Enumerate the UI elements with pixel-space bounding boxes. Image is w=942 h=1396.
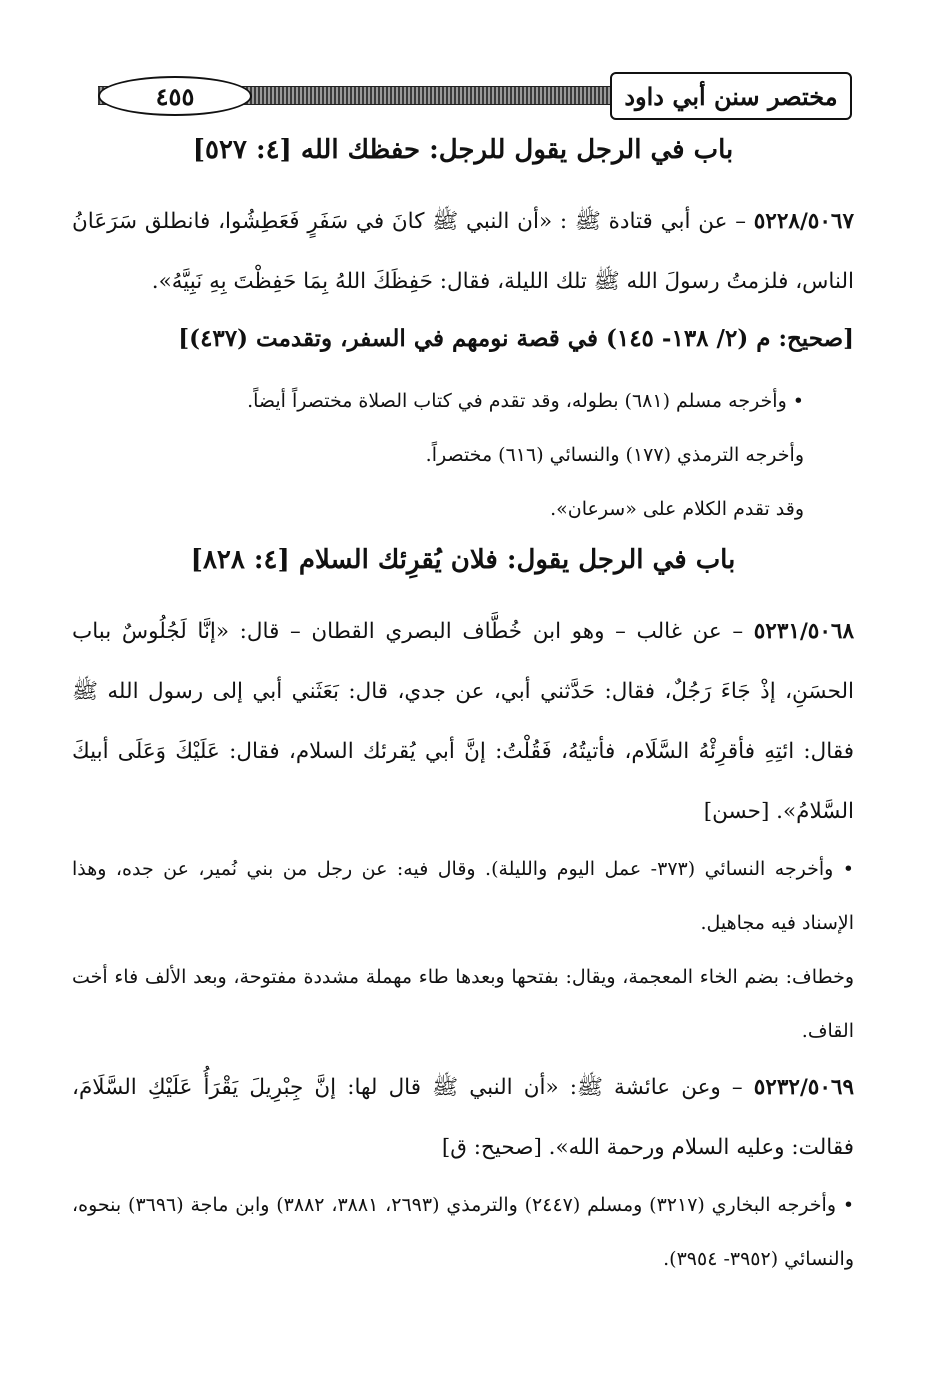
hadith-number: ٥٢٣١/٥٠٦٨ <box>753 619 854 644</box>
footnote: • وأخرجه النسائي (٣٧٣- عمل اليوم والليلة). وقال فيه: عن رجل من بني نُمير، عن جده، وهذا الإسناد فيه مجاهيل. <box>72 858 854 934</box>
section-title: باب في الرجل يقول: فلان يُقرِئك السلام [٤: ٨٢٨] <box>190 545 736 575</box>
book-title: مختصر سنن أبي داود <box>610 72 852 120</box>
hadith-body: – عن أبي قتادة ﷺ : «أن النبي ﷺ كانَ في سَفَرٍ فَعَطِشُوا، فانطلق سَرَعَانُ الناس، فلزمتُ رسولَ الله ﷺ تلك الليلة، فقال: حَفِظَكَ اللهُ بِمَا حَفِظْتَ بِهِ نَبِيَّهُ». <box>72 209 854 294</box>
section-title: باب في الرجل يقول للرجل: حفظك الله [٤: ٥٢٧] <box>192 135 734 165</box>
page-content <box>72 132 854 1286</box>
hadith-body: – وعن عائشة ﷺ: «أن النبي ﷺ قال لها: إنَّ جِبْرِيلَ يَقْرَأُ عَلَيْكِ السَّلَامَ، فقالت: وعليه السلام ورحمة الله». [صحيح: ق] <box>72 1075 854 1160</box>
hadith-text <box>72 602 854 842</box>
hadith-grade: [صحيح: م (٢/ ١٣٨- ١٤٥) في قصة نومهم في السفر، وتقدمت (٤٣٧)] <box>178 325 854 352</box>
footnote: • وأخرجه مسلم (٦٨١) بطوله، وقد تقدم في كتاب الصلاة مختصراً أيضاً. <box>247 390 804 412</box>
footnote: وخطاف: بضم الخاء المعجمة، ويقال: بفتحها وبعدها طاء مهملة مشددة مفتوحة، وبعد الألف فاء أخت القاف. <box>72 966 854 1042</box>
footnote: وأخرجه الترمذي (١٧٧) والنسائي (٦١٦) مختصراً. <box>425 444 804 466</box>
hadith-body: – عن غالب – وهو ابن خُطَّاف البصري القطان – قال: «إنَّا لَجُلُوسٌ بباب الحسَنِ، إذْ جَاءَ رَجُلٌ، فقال: حَدَّثني أبي، عن جدي، قال: بَعَثَني أبي إلى رسول الله ﷺ فقال: ائتِهِ فأقرِئْهُ السَّلَام، فأتيتُهُ، فَقُلْتُ: إنَّ أبي يُقرئك السلام، فقال: عَلَيْكَ وَعَلَى أبيكَ السَّلامُ». [حسن] <box>72 619 854 824</box>
page-header <box>84 72 852 124</box>
hadith-text <box>72 192 854 312</box>
page-number: ٤٥٥ <box>98 76 252 116</box>
hadith-number: ٥٢٣٢/٥٠٦٩ <box>753 1075 854 1100</box>
footnote: • وأخرجه البخاري (٣٢١٧) ومسلم (٢٤٤٧) والترمذي (٢٦٩٣، ٣٨٨١، ٣٨٨٢) وابن ماجة (٣٦٩٦) بنحوه، والنسائي (٣٩٥٢- ٣٩٥٤). <box>72 1194 855 1270</box>
hadith-number: ٥٢٢٨/٥٠٦٧ <box>753 209 854 234</box>
hadith-text <box>72 1058 854 1178</box>
footnote: وقد تقدم الكلام على «سرعان». <box>550 498 804 520</box>
